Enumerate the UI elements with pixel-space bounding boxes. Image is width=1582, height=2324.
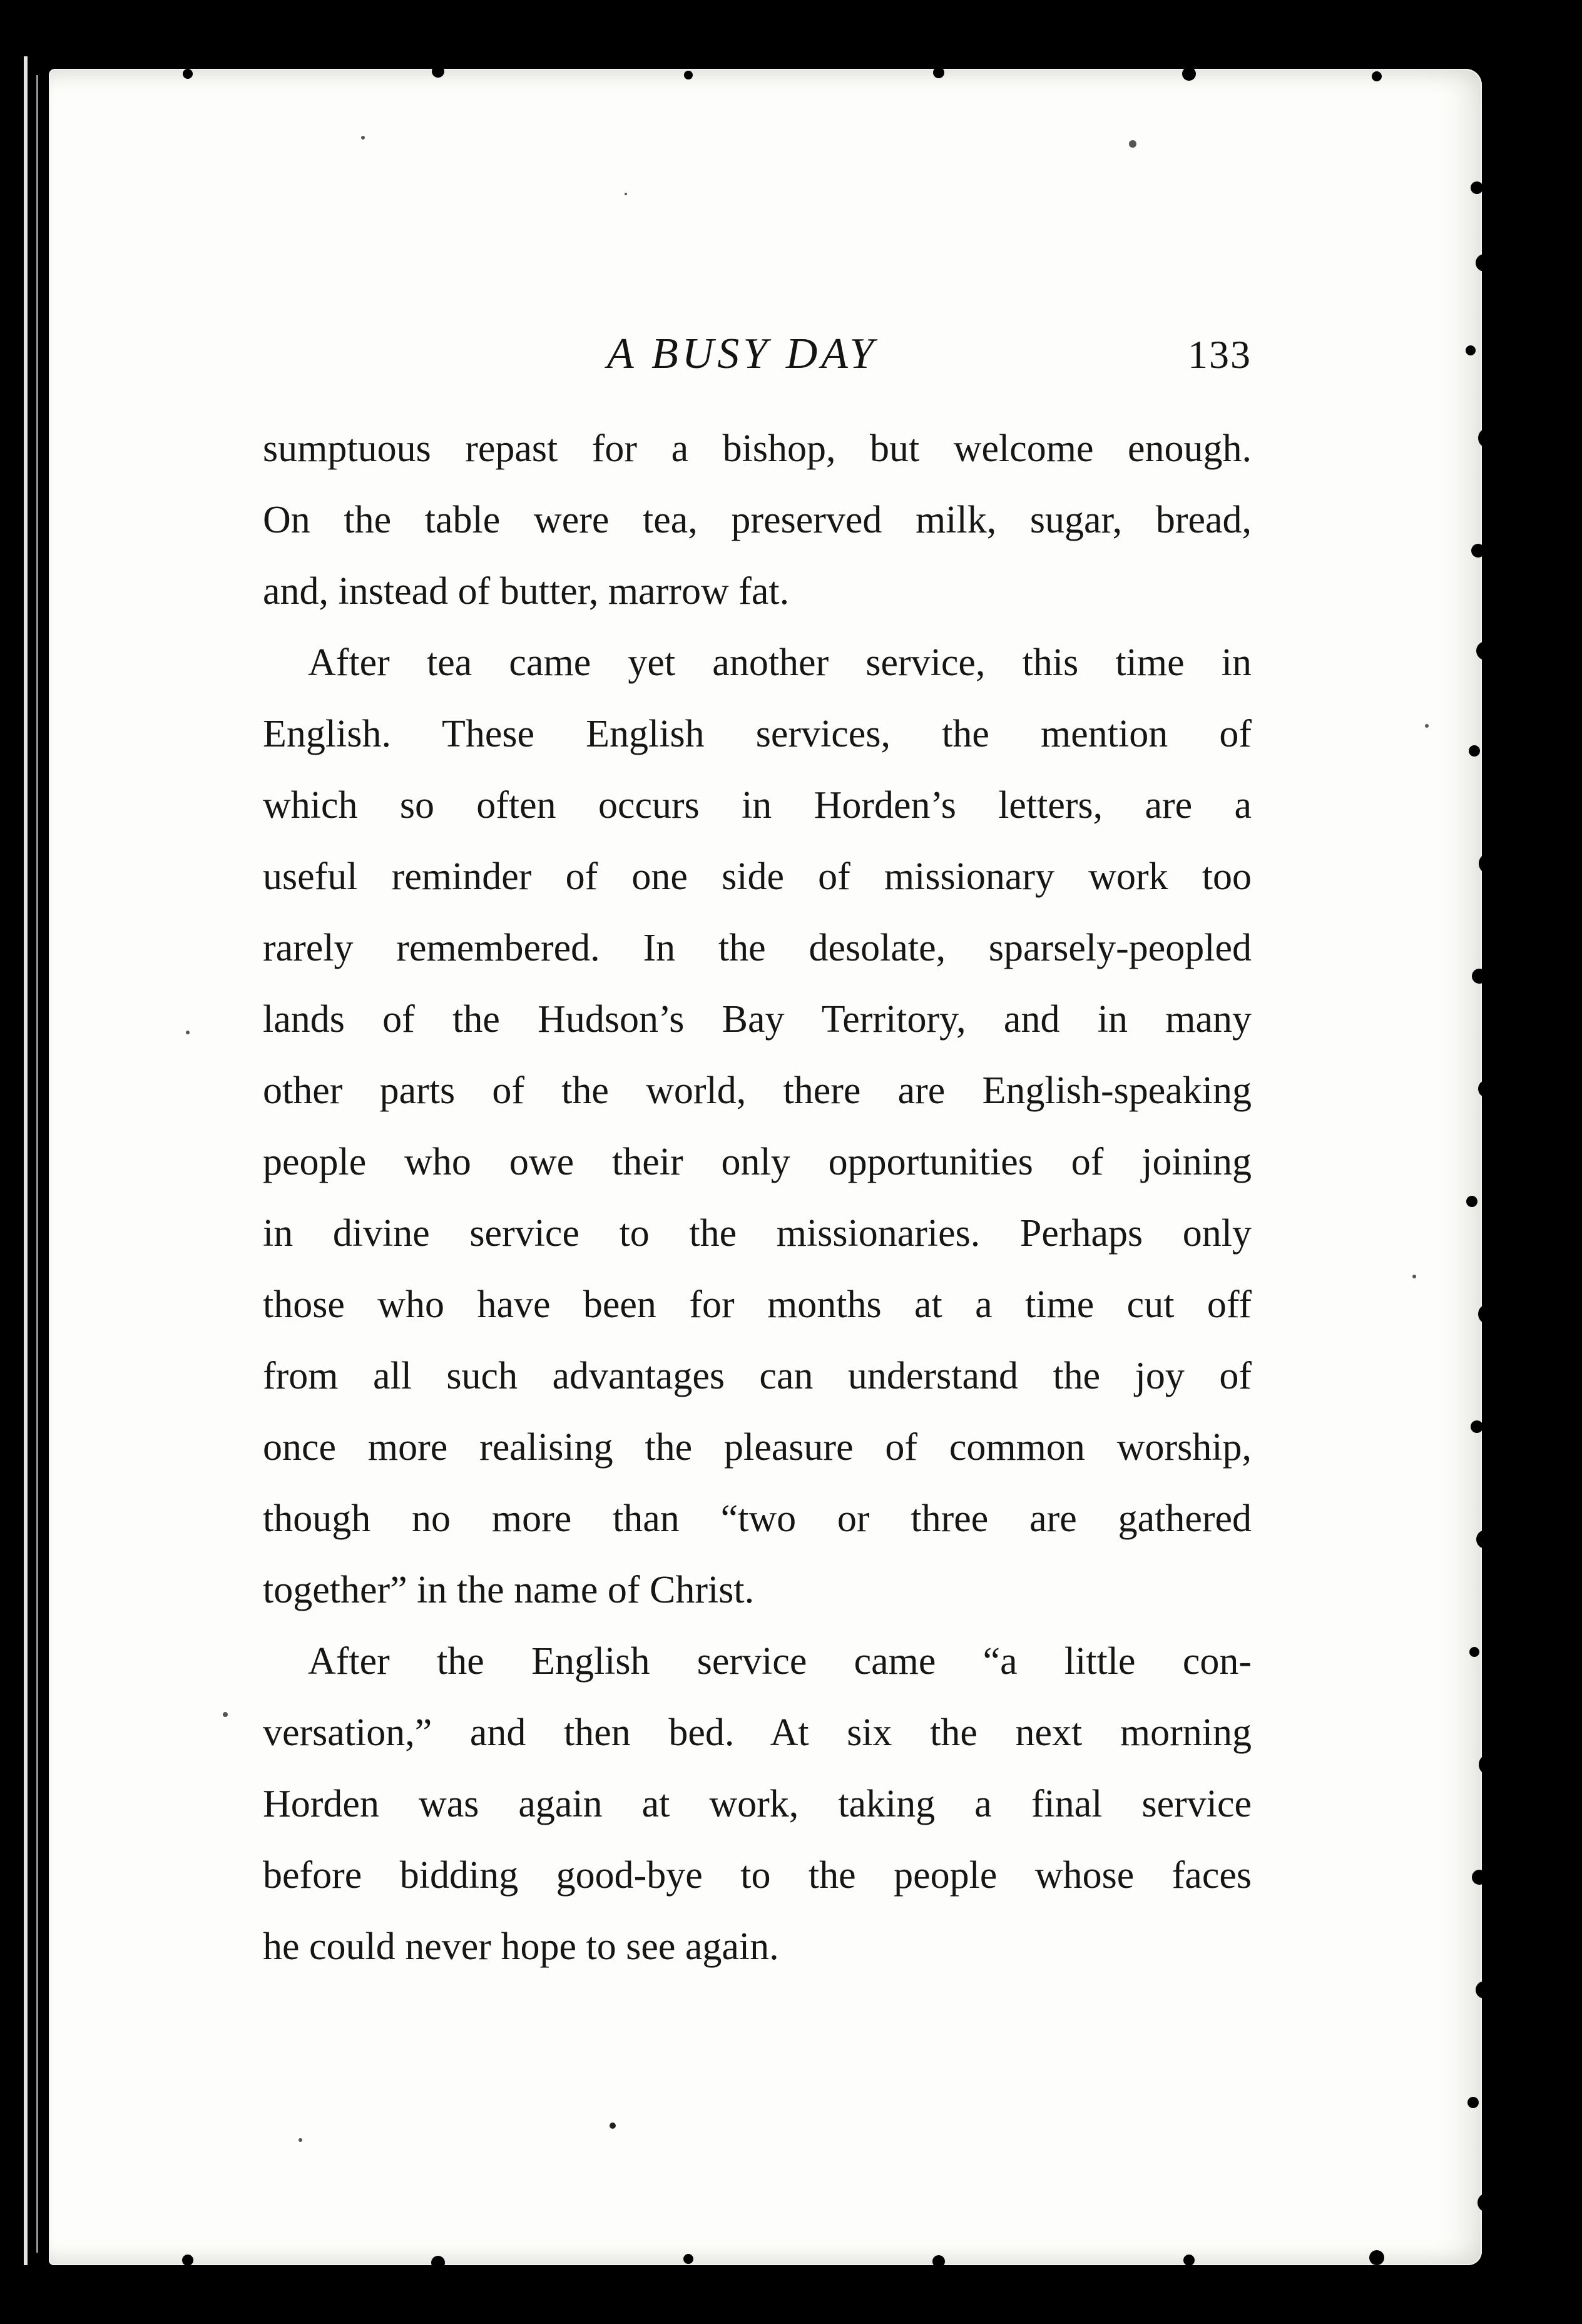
text-line: before bidding good-bye to the people whose faces bbox=[263, 1854, 1252, 1897]
body-text bbox=[263, 413, 1252, 1982]
text-line: which so often occurs in Horden’s letters, are a bbox=[263, 784, 1252, 827]
text-line: English. These English services, the mention of bbox=[263, 713, 1252, 755]
text-line: On the table were tea, preserved milk, sugar, bread, bbox=[263, 499, 1252, 541]
page-number: 133 bbox=[1188, 332, 1252, 377]
text-line: once more realising the pleasure of common worship, bbox=[263, 1426, 1252, 1469]
book-spine-shadow bbox=[36, 75, 38, 2253]
text-line: those who have been for months at a time cut off bbox=[263, 1283, 1252, 1326]
text-line: he could never hope to see again. bbox=[263, 1925, 779, 1968]
running-header bbox=[263, 325, 1252, 382]
text-line: and, instead of butter, marrow fat. bbox=[263, 570, 790, 613]
text-line: useful reminder of one side of missionary work too bbox=[263, 855, 1252, 898]
text-line: together” in the name of Christ. bbox=[263, 1569, 755, 1611]
text-line: though no more than “two or three are gathered bbox=[263, 1497, 1252, 1540]
text-line: people who owe their only opportunities of joining bbox=[263, 1141, 1252, 1183]
text-line: rarely remembered. In the desolate, sparsely-peopled bbox=[263, 927, 1252, 969]
paragraph-start-line: After the English service came “a little con- bbox=[308, 1640, 1252, 1683]
text-line: lands of the Hudson’s Bay Territory, and in many bbox=[263, 998, 1252, 1041]
text-line: in divine service to the missionaries. Perhaps only bbox=[263, 1212, 1252, 1255]
text-line: sumptuous repast for a bishop, but welcome enough. bbox=[263, 427, 1252, 470]
text-line: Horden was again at work, taking a final service bbox=[263, 1783, 1252, 1825]
running-title: A BUSY DAY bbox=[607, 330, 878, 378]
book-spine-edge bbox=[24, 56, 28, 2265]
paragraph-start-line: After tea came yet another service, this time in bbox=[308, 641, 1252, 684]
text-line: from all such advantages can understand the joy of bbox=[263, 1355, 1252, 1397]
text-line: versation,” and then bed. At six the next morning bbox=[263, 1711, 1252, 1754]
text-line: other parts of the world, there are English-speaking bbox=[263, 1069, 1252, 1112]
stray-ink-dot bbox=[610, 2123, 616, 2129]
